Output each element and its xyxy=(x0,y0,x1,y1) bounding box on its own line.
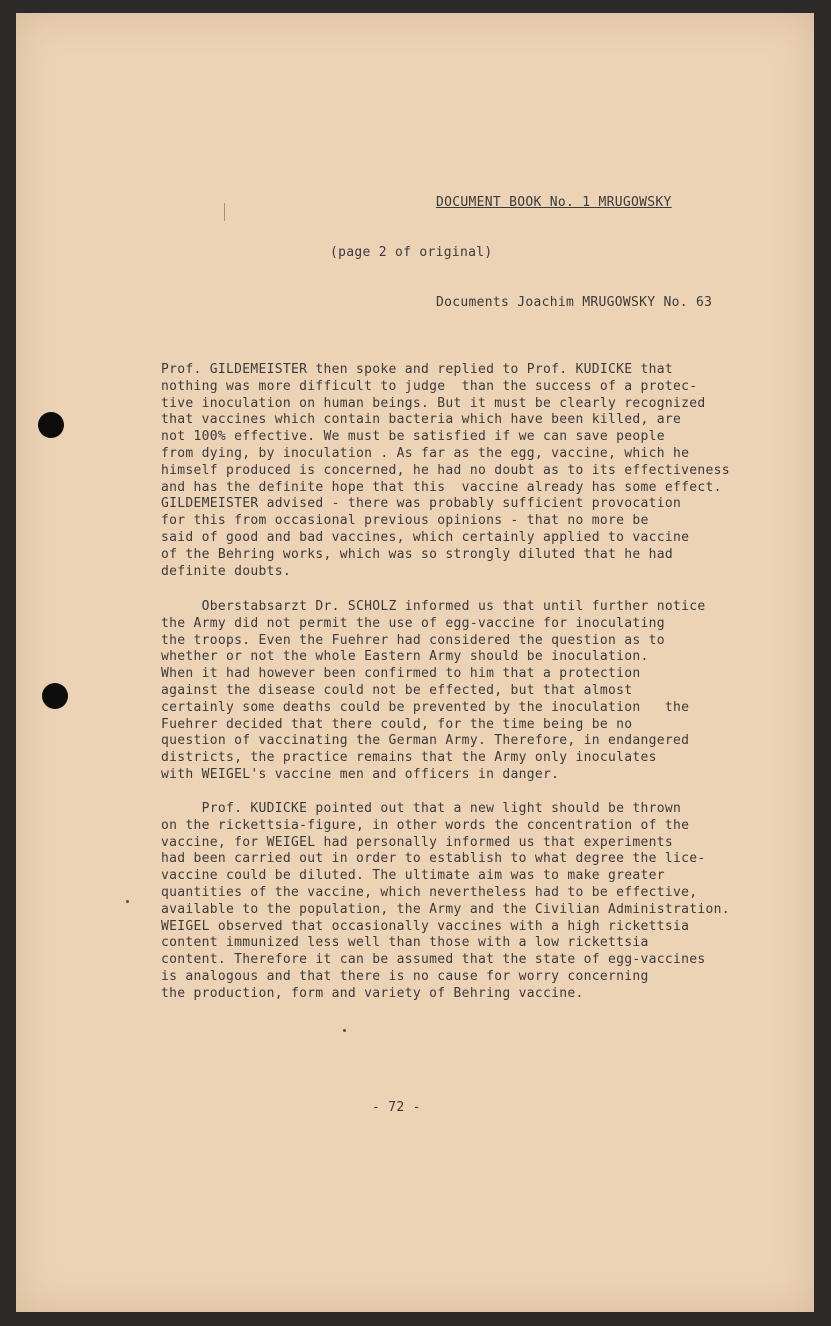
text-line: whether or not the whole Eastern Army should be inoculation. xyxy=(161,649,649,665)
punch-hole-top xyxy=(38,412,64,438)
page-number: - 72 - xyxy=(372,1100,421,1115)
text-line: with WEIGEL's vaccine men and officers in danger. xyxy=(161,766,560,782)
text-line: on the rickettsia-figure, in other words the concentration of the xyxy=(161,817,690,833)
text-line: Fuehrer decided that there could, for the time being be no xyxy=(161,716,633,732)
text-line: When it had however been confirmed to him that a protection xyxy=(161,666,641,682)
document-book-title: DOCUMENT BOOK No. 1 MRUGOWSKY xyxy=(436,195,672,210)
ink-dot xyxy=(126,900,129,903)
text-line: GILDEMEISTER advised - there was probably sufficient provocation xyxy=(161,496,682,512)
text-line: Oberstabsarzt Dr. SCHOLZ informed us that until further notice xyxy=(161,599,706,614)
text-line: Prof. KUDICKE pointed out that a new light should be thrown xyxy=(161,801,682,816)
text-line: had been carried out in order to establish to what degree the lice- xyxy=(161,851,706,867)
text-line: available to the population, the Army and the Civilian Administration. xyxy=(161,901,730,917)
paragraph-scholz xyxy=(161,599,761,784)
text-line: content immunized less well than those with a low rickettsia xyxy=(161,935,649,951)
text-line: nothing was more difficult to judge than the success of a protec- xyxy=(161,378,698,394)
page-of-original-note: (page 2 of original) xyxy=(330,245,493,260)
text-line: vaccine could be diluted. The ultimate aim was to make greater xyxy=(161,868,665,884)
ink-dot xyxy=(343,1029,346,1032)
text-line: vaccine, for WEIGEL had personally informed us that experiments xyxy=(161,834,673,850)
text-line: content. Therefore it can be assumed that the state of egg-vaccines xyxy=(161,952,706,968)
text-line: and has the definite hope that this vaccine already has some effect. xyxy=(161,479,722,495)
text-line: question of vaccinating the German Army. Therefore, in endangered xyxy=(161,733,690,749)
document-reference: Documents Joachim MRUGOWSKY No. 63 xyxy=(436,295,713,310)
text-line: the Army did not permit the use of egg-vaccine for inoculating xyxy=(161,615,665,631)
paragraph-kudicke xyxy=(161,801,761,1003)
text-line: certainly some deaths could be prevented by the inoculation the xyxy=(161,699,690,715)
text-line: WEIGEL observed that occasionally vaccines with a high rickettsia xyxy=(161,918,690,934)
text-line: from dying, by inoculation . As far as the egg, vaccine, which he xyxy=(161,445,690,461)
text-line: districts, the practice remains that the Army only inoculates xyxy=(161,750,657,766)
text-line: Prof. GILDEMEISTER then spoke and replied to Prof. KUDICKE that xyxy=(161,362,673,377)
text-line: the troops. Even the Fuehrer had considered the question as to xyxy=(161,632,665,648)
text-line: said of good and bad vaccines, which certainly applied to vaccine xyxy=(161,529,690,545)
text-line: of the Behring works, which was so strongly diluted that he had xyxy=(161,546,673,562)
text-line: definite doubts. xyxy=(161,563,292,579)
text-line: is analogous and that there is no cause for worry concerning xyxy=(161,968,649,984)
text-line: tive inoculation on human beings. But it must be clearly recognized xyxy=(161,395,706,411)
pencil-mark xyxy=(224,203,225,221)
text-line: for this from occasional previous opinions - that no more be xyxy=(161,513,649,529)
text-line: the production, form and variety of Behring vaccine. xyxy=(161,985,584,1001)
text-line: that vaccines which contain bacteria which have been killed, are xyxy=(161,412,682,428)
text-line: quantities of the vaccine, which nevertheless had to be effective, xyxy=(161,884,698,900)
text-line: himself produced is concerned, he had no doubt as to its effectiveness xyxy=(161,462,730,478)
document-page xyxy=(16,13,814,1312)
punch-hole-bottom xyxy=(42,683,68,709)
paragraph-gildemeister xyxy=(161,362,761,580)
text-line: against the disease could not be effected, but that almost xyxy=(161,682,633,698)
text-line: not 100% effective. We must be satisfied if we can save people xyxy=(161,429,665,445)
